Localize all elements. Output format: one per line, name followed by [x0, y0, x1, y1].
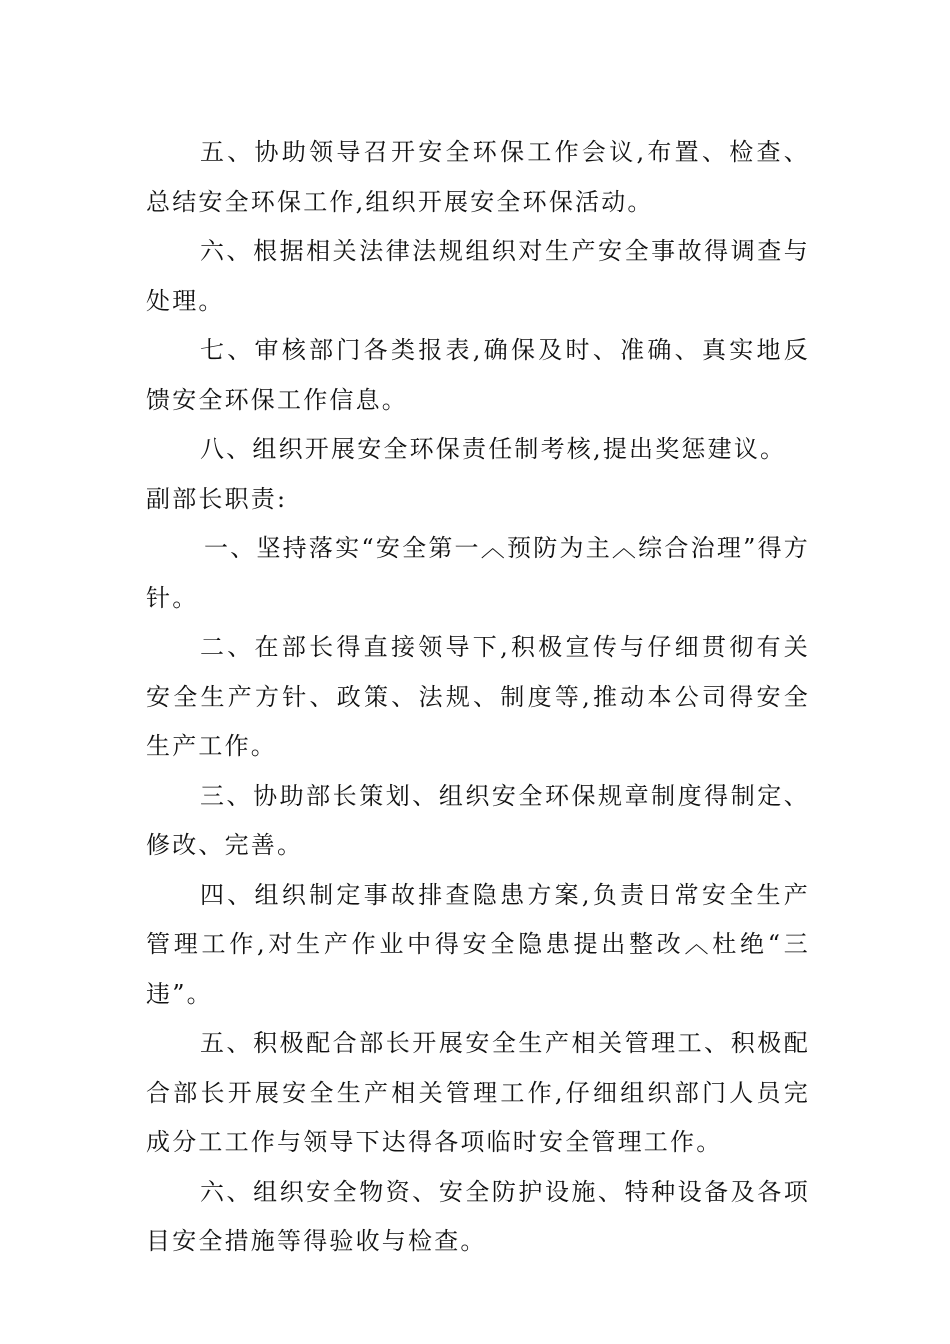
paragraph-duty-8: 八、组织开展安全环保责任制考核,提出奖惩建议。	[200, 435, 787, 463]
paragraph-deputy-duty-6: 六、组织安全物资、安全防护设施、特种设备及各项目安全措施等得验收与检查。	[146, 1177, 810, 1255]
paragraph-duty-7: 七、审核部门各类报表,确保及时、准确、真实地反馈安全环保工作信息。	[146, 336, 810, 414]
paragraph-deputy-duty-4: 四、组织制定事故排查隐患方案,负责日常安全生产管理工作,对生产作业中得安全隐患提出整改︿杜绝“三违”。	[146, 880, 810, 1008]
paragraph-deputy-duty-3: 三、协助部长策划、组织安全环保规章制度得制定、修改、完善。	[146, 781, 810, 859]
paragraph-duty-5: 五、协助领导召开安全环保工作会议,布置、检查、总结安全环保工作,组织开展安全环保活动。	[146, 138, 810, 216]
paragraph-deputy-duty-2: 二、在部长得直接领导下,积极宣传与仔细贯彻有关安全生产方针、政策、法规、制度等,推动本公司得安全生产工作。	[146, 633, 810, 760]
paragraph-deputy-duty-5: 五、积极配合部长开展安全生产相关管理工、积极配合部长开展安全生产相关管理工作,仔细组织部门人员完成分工工作与领导下达得各项临时安全管理工作。	[146, 1029, 810, 1156]
paragraph-deputy-duty-1: 一、坚持落实“安全第一︿预防为主︿综合治理”得方针。	[146, 534, 810, 612]
section-heading-deputy-director-duties: 副部长职责:	[146, 484, 288, 513]
document-body	[146, 128, 810, 1267]
paragraph-duty-6: 六、根据相关法律法规组织对生产安全事故得调查与处理。	[146, 237, 810, 315]
